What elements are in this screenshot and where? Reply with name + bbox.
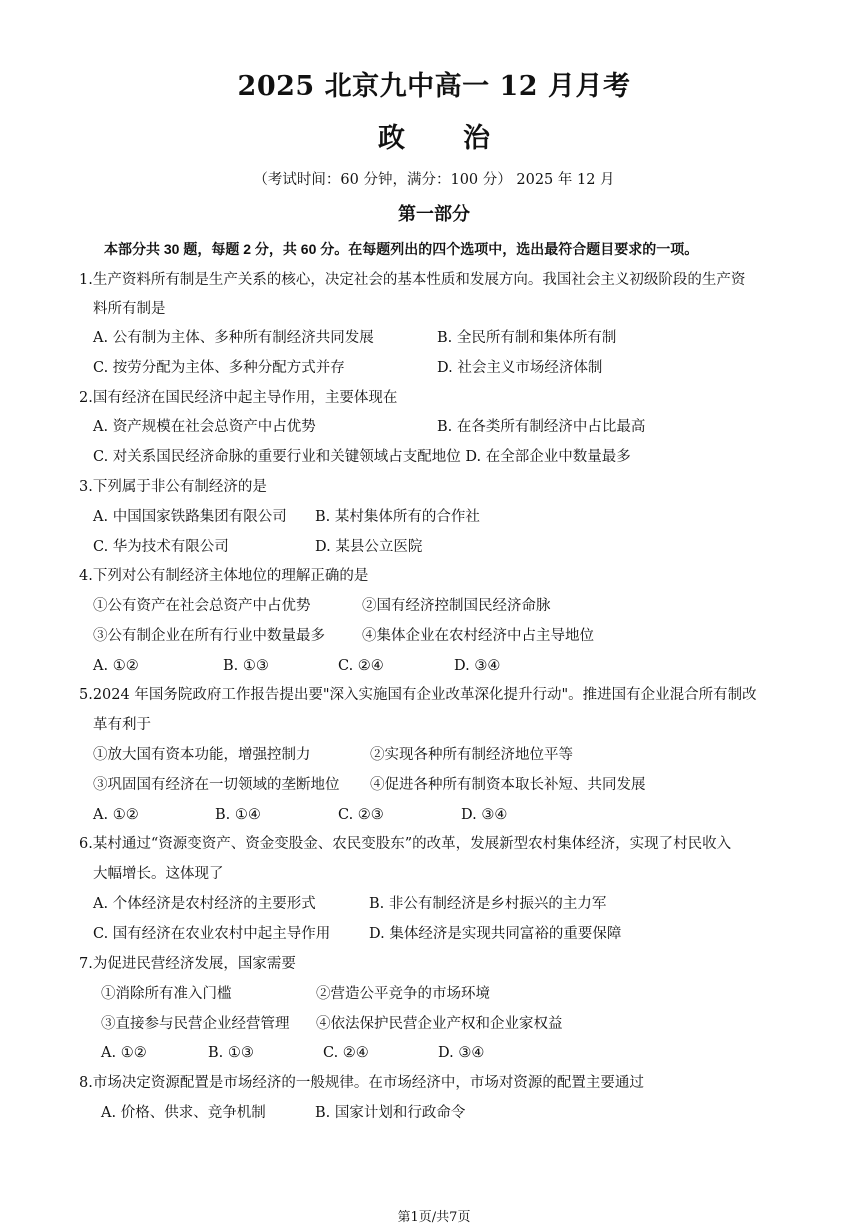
option-b: B. 非公有制经济是乡村振兴的主力军 <box>369 896 607 912</box>
option-b: B. 在各类所有制经济中占比最高 <box>437 419 646 435</box>
option-b: B. 某村集体所有的合作社 <box>315 509 480 525</box>
instructions: 本部分共 30 题，每题 2 分，共 60 分。在每题列出的四个选项中，选出最符合题目要求的一项。 <box>104 241 699 257</box>
option-b: B. 国家计划和行政命令 <box>315 1105 466 1121</box>
option-b: B. ①③ <box>223 658 269 674</box>
option-a: A. ①② <box>101 1045 147 1061</box>
question-stem-line: 7.为促进民营经济发展，国家需要 <box>79 956 296 972</box>
option-d: D. 某县公立医院 <box>315 539 423 555</box>
option-a: A. 公有制为主体、多种所有制经济共同发展 <box>93 330 374 346</box>
option-d: D. 集体经济是实现共同富裕的重要保障 <box>369 926 622 942</box>
question-stem-line: 革有利于 <box>93 717 151 733</box>
option-a: A. ①② <box>93 658 139 674</box>
option-d: D. ③④ <box>438 1045 485 1061</box>
option-a: A. 个体经济是农村经济的主要形式 <box>93 896 316 912</box>
question-stem-line: 8.市场决定资源配置是市场经济的一般规律。在市场经济中，市场对资源的配置主要通过 <box>79 1075 644 1091</box>
part-title: 第一部分 <box>398 204 470 225</box>
option-b: B. 全民所有制和集体所有制 <box>437 330 617 346</box>
question-stem-line: 5.2024 年国务院政府工作报告提出要"深入实施国有企业改革深化提升行动"。推进国有企业混合所有制改 <box>79 687 757 703</box>
statement-1: ①消除所有准入门槛 <box>101 986 232 1002</box>
statement-2: ②国有经济控制国民经济命脉 <box>362 598 551 614</box>
question-stem-line: 4.下列对公有制经济主体地位的理解正确的是 <box>79 568 369 584</box>
option-c: C. 国有经济在农业农村中起主导作用 <box>93 926 331 942</box>
question-stem-line: 2.国有经济在国民经济中起主导作用，主要体现在 <box>79 390 398 406</box>
statement-1: ①放大国有资本功能，增强控制力 <box>93 747 311 763</box>
option-d: D. ③④ <box>461 807 508 823</box>
option-d: D. ③④ <box>454 658 501 674</box>
option-c: C. ②④ <box>323 1045 369 1061</box>
option-a: A. ①② <box>93 807 139 823</box>
option-c: C. 华为技术有限公司 <box>93 539 229 555</box>
question-stem-line: 大幅增长。这体现了 <box>93 866 224 882</box>
question-stem-line: 3.下列属于非公有制经济的是 <box>79 479 267 495</box>
exam-info: （考试时间：60 分钟，满分：100 分） 2025 年 12 月 <box>253 172 615 188</box>
page-indicator: 第1页/共7页 <box>397 1210 471 1225</box>
option-c: C. ②④ <box>338 658 384 674</box>
statement-3: ③直接参与民营企业经营管理 <box>101 1016 290 1032</box>
statement-4: ④促进各种所有制资本取长补短、共同发展 <box>370 777 646 793</box>
question-stem-line: 6.某村通过“资源变资产、资金变股金、农民变股东”的改革，发展新型农村集体经济，实现了村民收入 <box>79 836 732 852</box>
option-c-d: C. 对关系国民经济命脉的重要行业和关键领域占支配地位 D. 在全部企业中数量最多 <box>93 449 631 465</box>
option-a: A. 价格、供求、竞争机制 <box>101 1105 266 1121</box>
statement-2: ②营造公平竞争的市场环境 <box>316 986 490 1002</box>
option-b: B. ①④ <box>215 807 261 823</box>
statement-4: ④依法保护民营企业产权和企业家权益 <box>316 1016 563 1032</box>
subject-title: 政治 <box>378 123 548 154</box>
statement-2: ②实现各种所有制经济地位平等 <box>370 747 573 763</box>
option-c: C. 按劳分配为主体、多种分配方式并存 <box>93 360 345 376</box>
option-a: A. 中国国家铁路集团有限公司 <box>93 509 287 525</box>
option-a: A. 资产规模在社会总资产中占优势 <box>93 419 316 435</box>
statement-1: ①公有资产在社会总资产中占优势 <box>93 598 311 614</box>
option-b: B. ①③ <box>208 1045 254 1061</box>
question-stem-line: 料所有制是 <box>93 301 166 317</box>
question-stem-line: 1.生产资料所有制是生产关系的核心，决定社会的基本性质和发展方向。我国社会主义初级阶段的生产资 <box>79 272 746 288</box>
statement-3: ③公有制企业在所有行业中数量最多 <box>93 628 325 644</box>
option-c: C. ②③ <box>338 807 384 823</box>
statement-3: ③巩固国有经济在一切领域的垄断地位 <box>93 777 340 793</box>
exam-title: 2025 北京九中高一 12 月月考 <box>237 71 631 102</box>
option-d: D. 社会主义市场经济体制 <box>437 360 603 376</box>
statement-4: ④集体企业在农村经济中占主导地位 <box>362 628 594 644</box>
